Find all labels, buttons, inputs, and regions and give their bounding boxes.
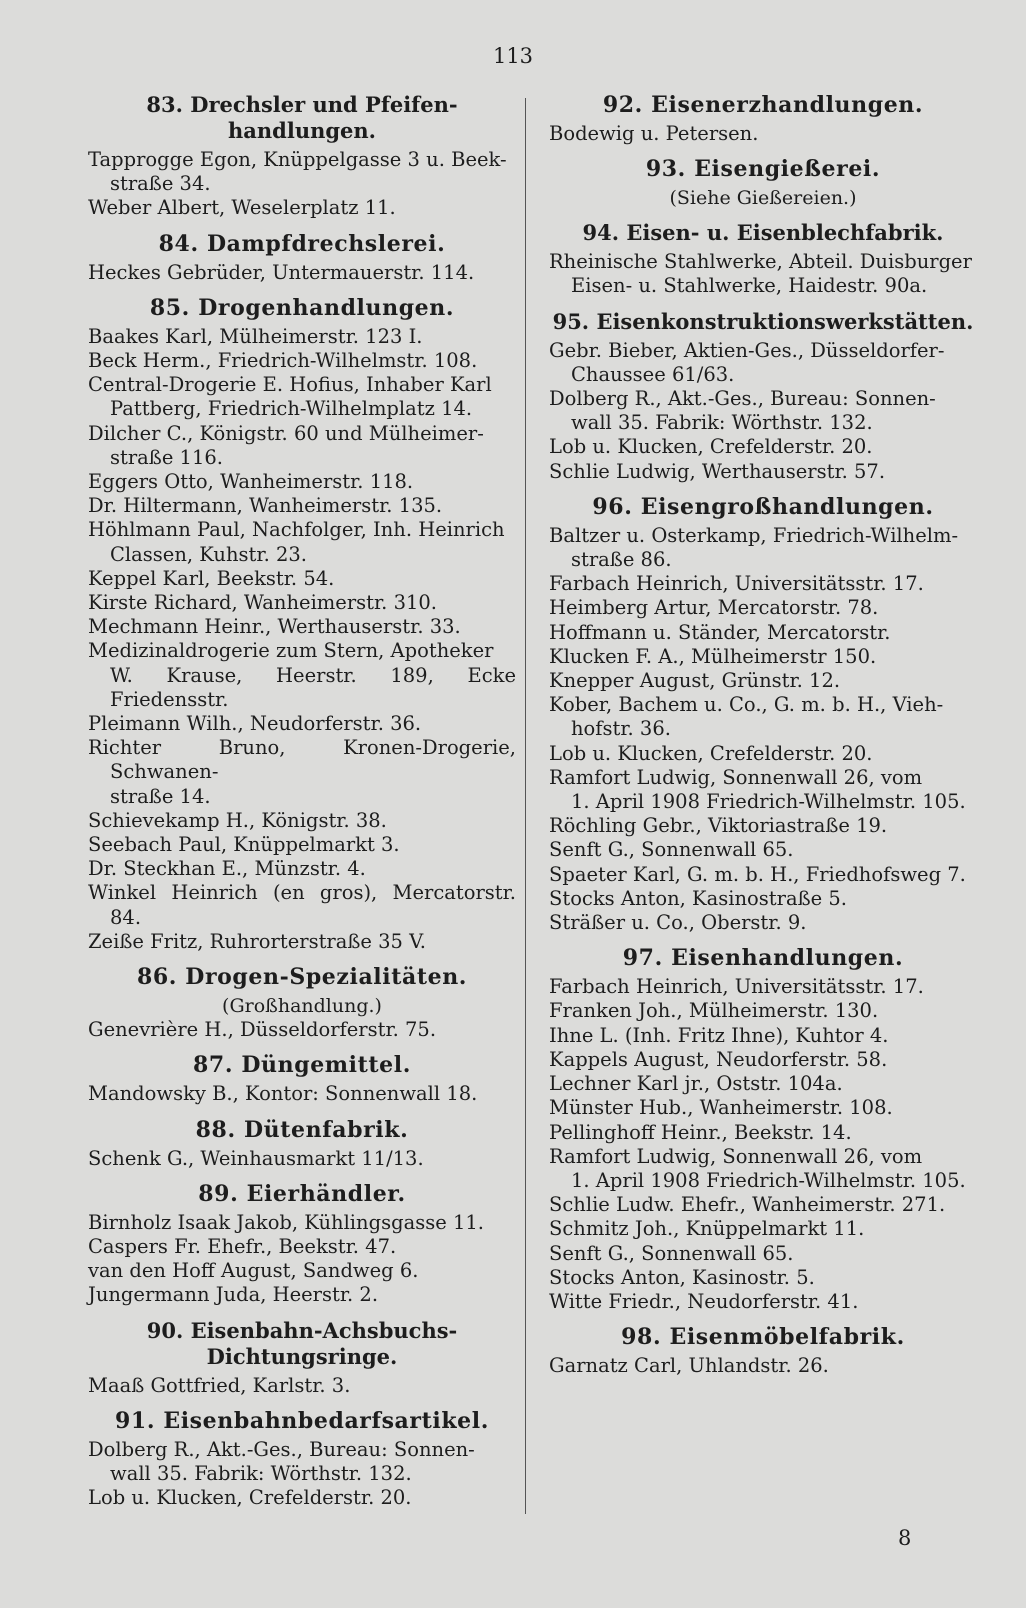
directory-entry: Zeiße Fritz, Ruhrorterstraße 35 V.	[88, 929, 427, 953]
section-title: Eisenmöbelfabrik.	[669, 1324, 905, 1351]
section	[88, 1117, 516, 1171]
directory-entry: Richter Bruno, Kronen-Drogerie, Schwanen- straße 14.	[88, 736, 516, 808]
section-heading	[549, 92, 977, 118]
section-number: 88.	[195, 1116, 236, 1143]
directory-entry: Ramfort Ludwig, Sonnenwall 26, vom 1. April 1908 Friedrich-Wilhelmstr. 105.	[549, 1144, 966, 1192]
section-title: Eierhändler.	[246, 1180, 406, 1207]
directory-entry: Dolberg R., Akt.-Ges., Bureau: Sonnen- wall 35. Fabrik: Wörthstr. 132.	[88, 1437, 475, 1485]
directory-entry: Tapprogge Egon, Knüppelgasse 3 u. Beek- straße 34.	[88, 148, 507, 196]
directory-entry: Schenk G., Weinhausmarkt 11/13.	[88, 1146, 424, 1170]
section-heading	[88, 92, 516, 144]
directory-entry: Seebach Paul, Knüppelmarkt 3.	[88, 833, 400, 857]
section	[549, 156, 977, 210]
directory-entry: Stocks Anton, Kasinostr. 5.	[549, 1265, 815, 1289]
section-heading	[88, 1117, 516, 1143]
section-number: 91.	[115, 1407, 156, 1434]
column-divider	[525, 98, 526, 1514]
section	[549, 92, 977, 146]
directory-entry: Mandowsky B., Kontor: Sonnenwall 18.	[88, 1082, 478, 1106]
section	[88, 231, 516, 285]
section-title: Dampfdrechslerei.	[206, 230, 446, 257]
directory-entry: Kappels August, Neudorferstr. 58.	[549, 1047, 888, 1071]
section-heading	[549, 945, 977, 971]
section-note: (Siehe Gießereien.)	[669, 187, 857, 210]
section-heading	[88, 1052, 516, 1078]
section	[549, 494, 977, 935]
directory-entry: Ramfort Ludwig, Sonnenwall 26, vom 1. April 1908 Friedrich-Wilhelmstr. 105.	[549, 765, 966, 814]
section-number: 98.	[621, 1324, 662, 1351]
directory-entry: Genevrière H., Düsseldorferstr. 75.	[88, 1018, 437, 1042]
section-number: 95.	[552, 308, 590, 334]
directory-entry: Münster Hub., Wanheimerstr. 108.	[549, 1096, 893, 1120]
directory-entry: Dilcher C., Königstr. 60 und Mülheimer- straße 116.	[88, 421, 484, 469]
section-number: 83.	[146, 92, 183, 117]
directory-entry: Pleimann Wilh., Neudorferstr. 36.	[88, 712, 422, 736]
section-heading	[88, 964, 516, 990]
directory-entry: Heckes Gebrüder, Untermauerstr. 114.	[88, 260, 475, 284]
section	[88, 1408, 516, 1511]
left-column	[88, 88, 516, 1520]
signature-number: 8	[898, 1526, 912, 1550]
section-number: 87.	[193, 1052, 234, 1079]
section-number: 97.	[622, 945, 663, 972]
section-heading	[88, 1318, 516, 1370]
section	[88, 1181, 516, 1308]
directory-entry: Bodewig u. Petersen.	[549, 122, 759, 145]
directory-entry: Schlie Ludw. Ehefr., Wanheimerstr. 271.	[549, 1193, 946, 1217]
section-title: Eisenbahnbedarfsartikel.	[163, 1407, 489, 1434]
section-heading	[549, 494, 977, 520]
section-title: Eisengroßhandlungen.	[640, 493, 934, 520]
directory-entry: Lob u. Klucken, Crefelderstr. 20.	[549, 435, 873, 459]
section-number: 96.	[592, 493, 633, 520]
section-heading	[549, 1324, 977, 1350]
section-title: Drogen-Spezialitäten.	[185, 964, 468, 991]
directory-entry: Spaeter Karl, G. m. b. H., Friedhofsweg 7.	[549, 862, 966, 886]
section-title: Eisenbahn-Achsbuchs- Dichtungsringe.	[190, 1317, 458, 1369]
section-title: Eisengießerei.	[694, 156, 881, 183]
directory-entry: Ihne L. (Inh. Fritz Ihne), Kuhtor 4.	[549, 1023, 889, 1047]
section-number: 92.	[602, 92, 643, 118]
section	[549, 1324, 977, 1378]
section-heading	[88, 1408, 516, 1434]
directory-entry: Franken Joh., Mülheimerstr. 130.	[549, 999, 879, 1023]
directory-entry: Kirste Richard, Wanheimerstr. 310.	[88, 591, 437, 615]
directory-entry: Rheinische Stahlwerke, Abteil. Duisburger Eisen- u. Stahlwerke, Haidestr. 90a.	[549, 250, 972, 298]
directory-entry: Kober, Bachem u. Co., G. m. b. H., Vieh- hofstr. 36.	[549, 693, 944, 741]
section-title: Eisen- u. Eisenblechfabrik.	[626, 220, 944, 246]
section	[88, 964, 516, 1042]
section-heading	[549, 220, 977, 246]
directory-entry: Schmitz Joh., Knüppelmarkt 11.	[549, 1217, 865, 1241]
section	[549, 945, 977, 1314]
directory-entry: Birnholz Isaak Jakob, Kühlingsgasse 11.	[88, 1210, 484, 1234]
directory-entry: Höhlmann Paul, Nachfolger, Inh. Heinrich Classen, Kuhstr. 23.	[88, 518, 505, 566]
directory-entry: Stocks Anton, Kasinostraße 5.	[549, 886, 847, 910]
section-title: Drogenhandlungen.	[198, 294, 455, 321]
directory-entry: Caspers Fr. Ehefr., Beekstr. 47.	[88, 1234, 397, 1258]
directory-entry: Baakes Karl, Mülheimerstr. 123 I.	[88, 324, 423, 348]
section-number: 86.	[136, 964, 178, 991]
directory-entry: Lob u. Klucken, Crefelderstr. 20.	[88, 1486, 412, 1510]
directory-entry: Winkel Heinrich (en gros), Mercatorstr. 84.	[88, 881, 516, 929]
directory-entry: Sträßer u. Co., Oberstr. 9.	[549, 911, 807, 935]
directory-entry: Farbach Heinrich, Universitätsstr. 17.	[549, 572, 924, 596]
directory-entry: Dr. Hiltermann, Wanheimerstr. 135.	[88, 494, 443, 518]
directory-entry: Schlie Ludwig, Werthauserstr. 57.	[549, 459, 886, 483]
section-number: 90.	[146, 1317, 184, 1343]
section-title: Eisenkonstruktionswerkstätten.	[596, 308, 974, 334]
section	[88, 295, 516, 954]
directory-entry: Klucken F. A., Mülheimerstr 150.	[549, 644, 877, 668]
section-heading	[549, 156, 977, 182]
directory-entry: Gebr. Bieber, Aktien-Ges., Düsseldorfer- Chaussee 61/63.	[549, 338, 945, 386]
directory-entry: Central-Drogerie E. Hofius, Inhaber Karl Pattberg, Friedrich-Wilhelmplatz 14.	[88, 373, 492, 421]
directory-entry: Weber Albert, Weselerplatz 11.	[88, 196, 396, 220]
directory-entry: Heimberg Artur, Mercatorstr. 78.	[549, 596, 879, 620]
directory-entry: Keppel Karl, Beekstr. 54.	[88, 566, 335, 590]
section-title: Eisenhandlungen.	[671, 945, 904, 972]
section-number: 94.	[582, 220, 620, 246]
directory-entry: Lechner Karl jr., Oststr. 104a.	[549, 1072, 843, 1096]
directory-entry: Garnatz Carl, Uhlandstr. 26.	[549, 1354, 829, 1378]
directory-entry: Dr. Steckhan E., Münzstr. 4.	[88, 857, 366, 881]
directory-entry: Maaß Gottfried, Karlstr. 3.	[88, 1373, 351, 1397]
section	[88, 1052, 516, 1106]
directory-entry: Beck Herm., Friedrich-Wilhelmstr. 108.	[88, 349, 478, 373]
right-column	[549, 88, 977, 1388]
page-number: 113	[492, 44, 534, 68]
directory-entry: Baltzer u. Osterkamp, Friedrich-Wilhelm- straße 86.	[549, 523, 959, 572]
section-title: Eisenerzhandlungen.	[651, 92, 924, 118]
section	[88, 92, 516, 221]
directory-entry: Eggers Otto, Wanheimerstr. 118.	[88, 470, 414, 494]
directory-entry: Mechmann Heinr., Werthauserstr. 33.	[88, 615, 461, 639]
section-title: Düngemittel.	[241, 1052, 411, 1079]
directory-entry: Schievekamp H., Königstr. 38.	[88, 808, 387, 832]
section-title: Drechsler und Pfeifen- handlungen.	[190, 92, 458, 143]
section-heading	[88, 231, 516, 257]
directory-entry: Witte Friedr., Neudorferstr. 41.	[549, 1289, 859, 1313]
section-number: 93.	[645, 156, 686, 183]
directory-entry: Hoffmann u. Ständer, Mercatorstr.	[549, 620, 891, 644]
directory-entry: van den Hoff August, Sandweg 6.	[88, 1259, 419, 1283]
directory-entry: Lob u. Klucken, Crefelderstr. 20.	[549, 741, 873, 765]
directory-entry: Röchling Gebr., Viktoriastraße 19.	[549, 814, 888, 838]
section-number: 84.	[158, 230, 199, 257]
section	[88, 1318, 516, 1398]
section-heading	[88, 1181, 516, 1207]
section-number: 89.	[198, 1180, 239, 1207]
section-heading	[549, 309, 977, 335]
section	[549, 309, 977, 484]
section-number: 85.	[149, 294, 190, 321]
section-heading	[88, 295, 516, 321]
section-note: (Großhandlung.)	[222, 995, 382, 1018]
section-title: Dütenfabrik.	[243, 1116, 409, 1143]
directory-entry: Medizinaldrogerie zum Stern, Apotheker W. Krause, Heerstr. 189, Ecke Friedensstr.	[88, 639, 516, 711]
directory-entry: Jungermann Juda, Heerstr. 2.	[88, 1283, 379, 1307]
directory-entry: Farbach Heinrich, Universitätsstr. 17.	[549, 975, 924, 999]
directory-entry: Senft G., Sonnenwall 65.	[549, 838, 794, 862]
directory-entry: Senft G., Sonnenwall 65.	[549, 1241, 794, 1265]
directory-entry: Knepper August, Grünstr. 12.	[549, 669, 841, 693]
directory-entry: Dolberg R., Akt.-Ges., Bureau: Sonnen- wall 35. Fabrik: Wörthstr. 132.	[549, 387, 936, 435]
directory-entry: Pellinghoff Heinr., Beekstr. 14.	[549, 1120, 852, 1144]
section	[549, 220, 977, 298]
